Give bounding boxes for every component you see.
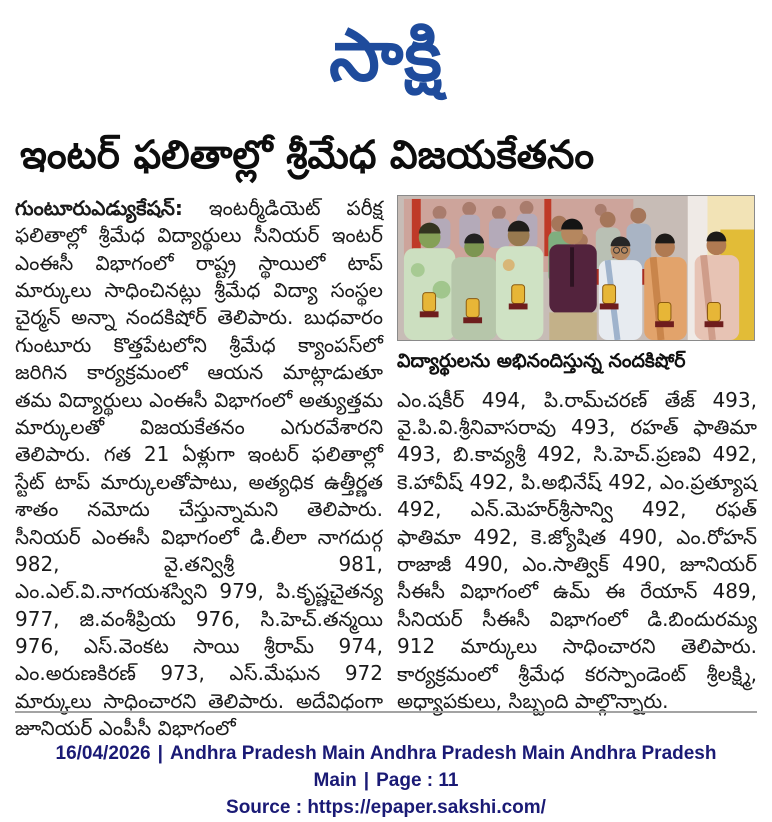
article-headline: ఇంటర్ ఫలితాల్లో శ్రీమేధ విజయకేతనం bbox=[20, 133, 595, 178]
photo-caption: విద్యార్థులను అభినందిస్తున్న నందకిషోర్ bbox=[397, 349, 686, 372]
sakshi-logo: సాక్షి bbox=[329, 13, 443, 97]
article-body bbox=[0, 195, 772, 743]
footer-separator: | bbox=[363, 770, 370, 791]
article-paragraph-left bbox=[15, 195, 383, 743]
article-column-left bbox=[15, 195, 383, 743]
news-photo bbox=[397, 195, 755, 341]
left-column-text: ఇంటర్మీడియెట్ పరీక్ష ఫలితాల్లో శ్రీమేధ విద్యార్థులు సీనియర్ ఇంటర్ ఎంఈసీ విభాగంలో రాష్ట్ర స్థాయిలో టాప్ మార్కులు సాధించినట్లు శ్రీమేధ విద్యా సంస్థల చైర్మన్ అన్నా నందకిషోర్ తెలిపారు. బుధవారం గుంటూరు కొత్తపేటలోని శ్రీమేధ క్యాంపస్‌లో జరిగిన కార్యక్రమంలో ఆయన మాట్లాడుతూ తమ విద్యార్థులు ఎంఈసీ విభాగంలో అత్యుత్తమ మార్కులతో విజయకేతనం ఎగురవేశారని తెలిపారు. గత 21 ఏళ్లుగా ఇంటర్ ఫలితాల్లో స్టేట్ టాప్ మార్కులతోపాటు, అత్యధిక ఉత్తీర్ణత శాతం నమోదు చేస్తున్నామని తెలిపారు. సీనియర్ ఎంఈసీ విభాగంలో డి.లీలా నాగదుర్గ 982, వై.తన్విశ్రీ 981, ఎం.ఎల్.వి.నాగయశస్విని 979, పి.కృష్ణచైతన్య 977, జి.వంశీప్రియ 976, సి.హెచ్.తన్మయి 976, ఎస్.వెంకట సాయి శ్రీరామ్ 974, ఎం.అరుణకిరణ్ 973, ఎస్.మేఘన 972 మార్కులు సాధించారని తెలిపారు. అదేవిధంగా జూనియర్ ఎంపీసీ విభాగంలో bbox=[15, 195, 383, 741]
footer-source-label: Source : bbox=[226, 797, 303, 818]
divider-rule bbox=[15, 711, 757, 713]
article-column-right bbox=[397, 195, 757, 743]
footer-source bbox=[0, 794, 772, 821]
news-photo-illustration bbox=[398, 196, 754, 340]
footer-edition: Andhra Pradesh Main Andhra Pradesh Main Andhra Pradesh Main bbox=[169, 743, 717, 791]
footer-source-link[interactable]: https://epaper.sakshi.com/ bbox=[307, 797, 546, 818]
footer-page: Page : 11 bbox=[376, 770, 459, 791]
footer-meta bbox=[0, 740, 772, 794]
dateline: గుంటూరుఎడ్యుకేషన్: bbox=[15, 195, 183, 220]
footer bbox=[0, 740, 772, 821]
footer-date: 16/04/2026 bbox=[55, 743, 151, 764]
photo-block bbox=[397, 195, 757, 374]
article-paragraph-right: ఎం.షకీర్ 494, పి.రామ్‌చరణ్ తేజ్ 493, వై.పి.వి.శ్రీనివాసరావు 493, రహత్ ఫాతిమా 493, బి.కావ్యశ్రీ 492, సి.హెచ్.ప్రణవి 492, కె.హావీష్ 492, పి.అభినేష్ 492, ఎం.ప్రత్యూష 492, ఎన్.మెహర్‌శ్రీసాన్వి 492, రఫత్ ఫాతిమా 492, కె.జ్యోషిత 490, ఎం.రోహన్ రాజాజీ 490, ఎం.సాత్విక్ 490, జూనియర్ సీఈసీ విభాగంలో ఉమ్ ఈ రేయాన్ 489, సీనియర్ సీఈసీ విభాగంలో డి.బిందురమ్య 912 మార్కులు సాధించారని తెలిపారు. కార్యక్రమంలో శ్రీమేధ కరస్పాండెంట్ శ్రీలక్ష్మి, అధ్యాపకులు, సిబ్బంది పాల్గొన్నారు. bbox=[397, 387, 757, 713]
footer-separator: | bbox=[157, 743, 163, 764]
masthead bbox=[0, 0, 772, 108]
